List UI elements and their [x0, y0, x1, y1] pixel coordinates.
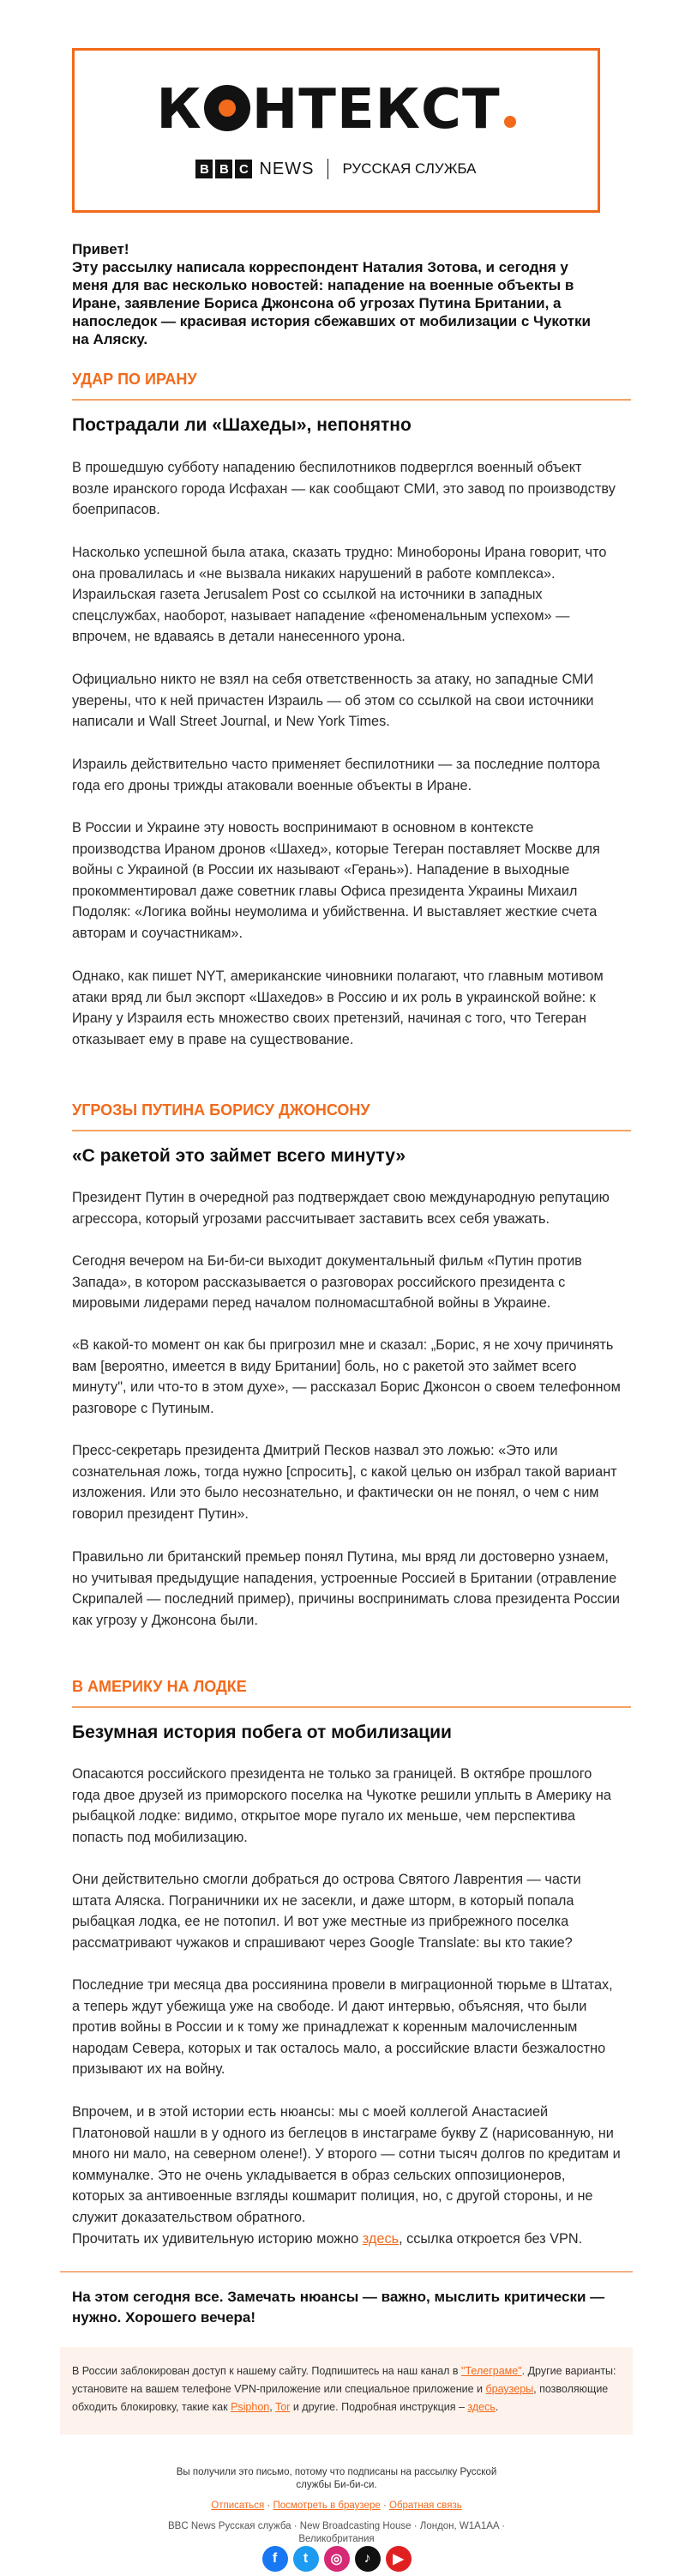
- section-title-johnson: «С ракетой это займет всего минуту»: [72, 1146, 406, 1166]
- notice-fragment: .: [495, 2401, 499, 2413]
- blocked-access-notice: [60, 2347, 633, 2434]
- link-separator: ·: [382, 2501, 387, 2511]
- view-in-browser-link[interactable]: Посмотреть в браузере: [273, 2501, 381, 2511]
- paragraph: Официально никто не взял на себя ответственность за атаку, но западные СМИ уверены, что к ней причастен Израиль — об этом со ссылкой на свои источники написали и Wall Street Journal, и New York Times.: [72, 672, 594, 730]
- read-more-paragraph: [72, 2229, 621, 2250]
- intro-text: Эту рассылку написала корреспондент Наталия Зотова, и сегодня у меня для вас несколько новостей: нападение на военные объекты в Иране, заявление Бориса Джонсона об угрозах Путина Британии, а напоследок — красивая история сбежавших от мобилизации с Чукотки на Аляску.: [72, 259, 591, 347]
- section-title-iran: Пострадали ли «Шахеды», непонятно: [72, 415, 412, 435]
- read-more-text: , ссылка откроется без VPN.: [399, 2231, 583, 2247]
- paragraph: Они действительно смогли добраться до острова Святого Лаврентия — части штата Аляска. Пограничники их не засекли, и даже шторм, в который попала рыбацкая лодка, ее не потопил. И вот уже местные из прибрежного поселка рассматривают чужаков и спрашивают через Google Translate: вы кто такие?: [72, 1872, 581, 1951]
- twitter-icon[interactable]: t: [293, 2546, 319, 2572]
- header-banner: [72, 48, 600, 213]
- closing-divider: [60, 2271, 633, 2272]
- paragraph: Пресс-секретарь президента Дмитрий Песков назвал это ложью: «Это или сознательная ложь, тогда нужно [спросить], с какой целью он избрал такой вариант изложения. Или это было несознательно, и фактически он не понял, о чем с ним говорил президент Путин».: [72, 1443, 617, 1522]
- subscription-note: Вы получили это письмо, потому что подписаны на рассылку Русской службы Би-би-си.: [176, 2467, 497, 2490]
- bbc-russian-logo: [75, 159, 598, 179]
- bbc-letter: C: [235, 160, 252, 178]
- notice-fragment: , позволяющие обходить блокировку, такие как: [72, 2383, 609, 2413]
- bbc-news-text: NEWS: [259, 159, 315, 178]
- bbc-service-name: РУССКАЯ СЛУЖБА: [342, 160, 477, 177]
- section-label-alaska: В АМЕРИКУ НА ЛОДКЕ: [72, 1678, 247, 1695]
- browsers-link[interactable]: браузеры: [485, 2383, 534, 2395]
- section-divider: [72, 1130, 631, 1131]
- logo-text-start: К: [156, 78, 202, 142]
- paragraph: В России и Украине эту новость воспринимают в основном в контексте производства Ираном дронов «Шахед», которые Тегеран поставляет Москве для войны с Украиной (в России их называют «Герань»). Нападение в выходные прокомментировал даже советник главы Офиса президента Украины Михаил Подоляк: «Логика войны неумолима и убийственна. И выставляет жесткие счета авторам и соучастникам».: [72, 820, 600, 941]
- feedback-link[interactable]: Обратная связь: [389, 2501, 462, 2511]
- telegram-link[interactable]: "Телеграме": [461, 2365, 522, 2377]
- notice-fragment: . Другие варианты: установите на вашем телефоне VPN-приложение или специальное приложение и: [72, 2365, 616, 2395]
- paragraph: Опасаются российского президента не только за границей. В октябре прошлого года двое друзей из приморского поселка на Чукотке решили уплыть в Америку на рыбацкой лодке: видимо, открытое море пугало их меньше, чем перспектива попасть под мобилизацию.: [72, 1766, 611, 1845]
- instagram-icon[interactable]: ◎: [324, 2546, 350, 2572]
- paragraph: Правильно ли британский премьер понял Путина, мы вряд ли достоверно узнаем, но учитывая предыдущие нападения, устроенные Россией в Британии (отравление Скрипалей — последний пример), причины воспринимать слова президента России как угрозу у Джонсона были.: [72, 1549, 620, 1628]
- closing-text: На этом сегодня все. Замечать нюансы — важно, мыслить критически — нужно. Хорошего вечера!: [72, 2289, 605, 2326]
- tiktok-icon[interactable]: ♪: [355, 2546, 381, 2572]
- paragraph: Однако, как пишет NYT, американские чиновники полагают, что главным мотивом атаки вряд ли был экспорт «Шахедов» в Россию и их роль в украинской войне: к Ирану у Израиля есть множество своих претензий, начиная с того, что Тегеран отказывает ему в праве на существование.: [72, 968, 604, 1047]
- notice-fragment: ,: [269, 2401, 275, 2413]
- bbc-divider: [327, 159, 328, 179]
- notice-fragment: и другие. Подробная инструкция –: [290, 2401, 468, 2413]
- facebook-icon[interactable]: f: [262, 2546, 288, 2572]
- intro-greeting: Привет!: [72, 241, 129, 257]
- section-divider: [72, 1706, 631, 1708]
- footer-address: BBC News Русская служба · New Broadcasting House · Лондон, W1A1AA · Великобритания: [168, 2521, 505, 2544]
- paragraph: Сегодня вечером на Би-би-си выходит документальный фильм «Путин против Запада», в котором рассказывается о разговорах российского президента с мировыми лидерами перед началом полномасштабной войны в Украине.: [72, 1253, 582, 1312]
- paragraph: Президент Путин в очередной раз подтверждает свою международную репутацию агрессора, который угрозами рассчитывает заставить всех себя уважать.: [72, 1190, 610, 1227]
- kontekst-logo: [75, 78, 598, 142]
- unsubscribe-link[interactable]: Отписаться: [211, 2501, 265, 2511]
- paragraph: Израиль действительно часто применяет беспилотники — за последние полтора года его дроны трижды атаковали военные объекты в Иране.: [72, 757, 600, 793]
- bbc-letter: B: [195, 160, 213, 178]
- bbc-blocks: [195, 160, 252, 178]
- bbc-letter: B: [215, 160, 232, 178]
- instructions-link[interactable]: здесь: [467, 2401, 496, 2413]
- section-title-alaska: Безумная история побега от мобилизации: [72, 1722, 452, 1742]
- footer-links: [163, 2501, 510, 2511]
- paragraph: Насколько успешной была атака, сказать трудно: Минобороны Ирана говорит, что она провалилась и «не вызвала никаких нарушений в работе комплекса». Израильская газета Jerusalem Post со ссылкой на источники в западных спецслужбах, наоборот, называет нападение «феноменальным успехом» — впрочем, не вдаваясь в детали нанесенного урона.: [72, 545, 607, 645]
- read-more-text: Прочитать их удивительную историю можно: [72, 2231, 363, 2247]
- notice-fragment: В России заблокирован доступ к нашему сайту. Подпишитесь на наш канал в: [72, 2365, 462, 2377]
- intro: [72, 240, 604, 348]
- paragraph: Последние три месяца два россиянина провели в миграционной тюрьме в Штатах, а теперь ждут убежища уже на свободе. И дают интервью, объясняя, что были против войны в России и к тому же принадлежат к коренным малочисленным народам Севера, которых и так осталось мало, а российские власти безжалостно призывают их на войну.: [72, 1977, 613, 2078]
- section-divider: [72, 399, 631, 401]
- paragraph: В прошедшую субботу нападению беспилотников подверглся военный объект возле иранского города Исфахан — как сообщают СМИ, это завод по производству боеприпасов.: [72, 460, 616, 518]
- notice-text: [72, 2362, 621, 2416]
- link-separator: ·: [267, 2501, 271, 2511]
- story-link[interactable]: здесь: [362, 2231, 400, 2247]
- paragraph: «В какой-то момент он как бы пригрозил мне и сказал: „Борис, я не хочу причинять вам [вероятно, имеется в виду Британии] боль, но с ракетой это займет всего минуту", или что-то в этом духе», — рассказал Борис Джонсон о своем телефонном разговоре с Путиным.: [72, 1337, 621, 1416]
- paragraph: Впрочем, и в этой истории есть нюансы: мы с моей коллегой Анастасией Платоновой нашли в у одного из беглецов в инстаграме букву Z (нарисованную, ни много ни мало, на северном олене!). У второго — сотни тысяч долгов по кредитам и коммуналке. Это не очень укладывается в образ сельских оппозиционеров, которых за антивоенные взгляды кошмарит полиция, но, с другой стороны, и не служит доказательством обратного.: [72, 2104, 621, 2225]
- logo-text-end: НТЕКСТ: [251, 78, 501, 142]
- logo-dot: [504, 116, 516, 128]
- logo-o-mark: [204, 85, 250, 131]
- social-icons: [0, 2546, 673, 2572]
- tor-link[interactable]: Tor: [274, 2401, 291, 2413]
- section-label-iran: УДАР ПО ИРАНУ: [72, 371, 197, 388]
- section-label-johnson: УГРОЗЫ ПУТИНА БОРИСУ ДЖОНСОНУ: [72, 1101, 370, 1119]
- youtube-icon[interactable]: ▶: [386, 2546, 412, 2572]
- psiphon-link[interactable]: Psiphon: [231, 2401, 270, 2413]
